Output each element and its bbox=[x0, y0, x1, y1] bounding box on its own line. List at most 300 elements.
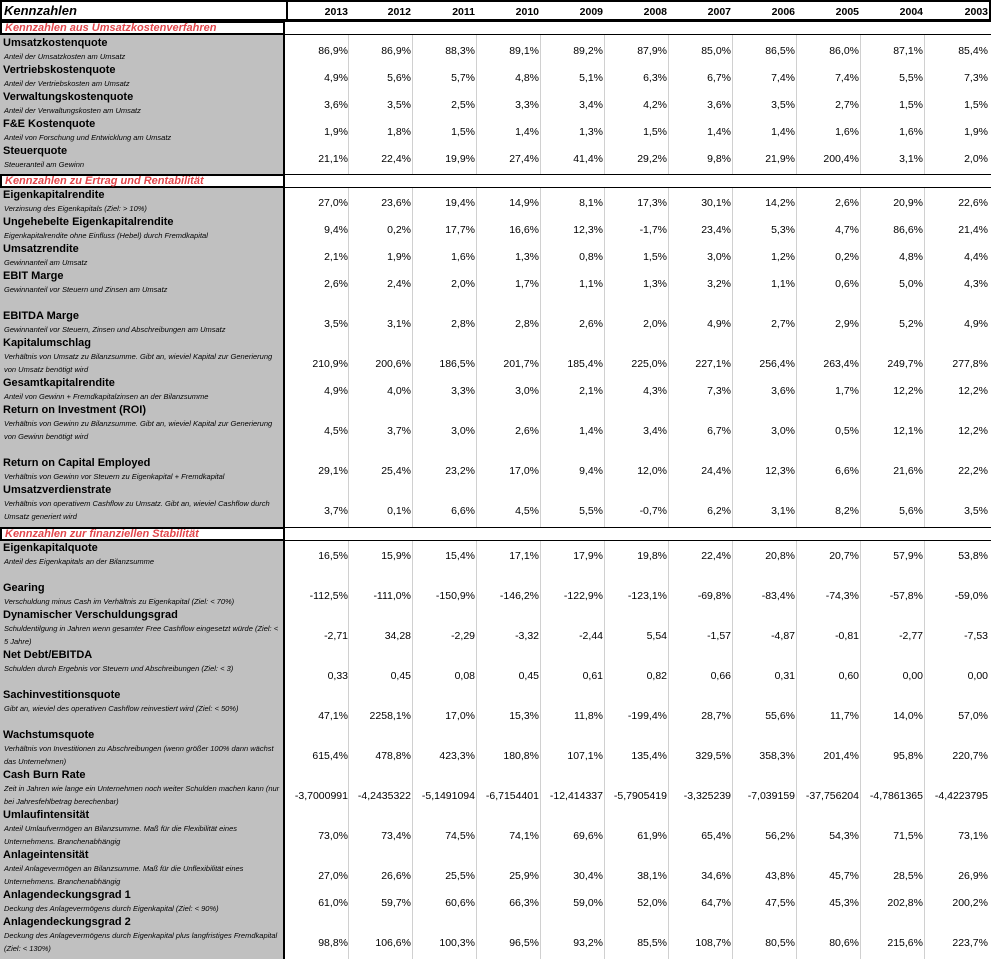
value-cell: 0,1% bbox=[387, 505, 411, 517]
value-cell: -111,0% bbox=[373, 590, 411, 602]
year-header: 2007 bbox=[707, 6, 731, 18]
value-cell: 14,0% bbox=[893, 710, 923, 722]
value-cell: 27,4% bbox=[509, 153, 539, 165]
value-cell: 0,5% bbox=[835, 425, 859, 437]
row-title: Anlagendeckungsgrad 2 bbox=[3, 916, 131, 928]
value-cell: 135,4% bbox=[631, 750, 667, 762]
table-row bbox=[0, 118, 991, 144]
value-cell: 11,7% bbox=[830, 710, 859, 722]
value-cell: -2,77 bbox=[899, 630, 923, 642]
table-row bbox=[0, 37, 991, 63]
value-cell: 0,00 bbox=[967, 670, 988, 682]
table-row bbox=[0, 64, 991, 90]
value-cell: 74,1% bbox=[509, 830, 539, 842]
row-title: Steuerquote bbox=[3, 145, 68, 157]
value-cell: 3,3% bbox=[451, 385, 475, 397]
row-description: Verhältnis von Umsatz zu Bilanzsumme. Gibt an, wieviel Kapital zur Generierung von Umsatz benötigt wird bbox=[4, 352, 273, 374]
value-cell: 1,3% bbox=[515, 251, 539, 263]
row-description: Deckung des Anlagevermögens durch Eigenkapital plus langfristiges Fremdkapital (Ziel: < 130%) bbox=[4, 931, 278, 953]
value-cell: 0,45 bbox=[390, 670, 411, 682]
year-header: 2004 bbox=[899, 6, 923, 18]
value-cell: -146,2% bbox=[499, 590, 539, 602]
value-cell: 60,6% bbox=[445, 897, 475, 909]
value-cell: 12,2% bbox=[893, 385, 923, 397]
row-title: F&E Kostenquote bbox=[3, 118, 96, 130]
value-cell: 14,2% bbox=[765, 197, 795, 209]
value-cell: -0,7% bbox=[639, 505, 667, 517]
value-cell: 1,1% bbox=[771, 278, 795, 290]
value-cell: 2,1% bbox=[324, 251, 348, 263]
value-cell: 7,4% bbox=[835, 72, 859, 84]
value-cell: 25,9% bbox=[509, 870, 539, 882]
value-cell: 98,8% bbox=[318, 937, 348, 949]
value-cell: -4,4223795 bbox=[934, 790, 988, 802]
value-cell: 0,08 bbox=[454, 670, 475, 682]
section-label: Kennzahlen zu Ertrag und Rentabilität bbox=[5, 175, 204, 187]
value-cell: 17,1% bbox=[509, 550, 539, 562]
value-cell: -3,325239 bbox=[683, 790, 731, 802]
value-cell: 3,5% bbox=[324, 318, 348, 330]
row-title: Vertriebskostenquote bbox=[3, 64, 116, 76]
year-header: 2009 bbox=[579, 6, 603, 18]
value-cell: 28,5% bbox=[893, 870, 923, 882]
value-cell: 55,6% bbox=[765, 710, 795, 722]
value-cell: 23,6% bbox=[381, 197, 411, 209]
value-cell: 1,3% bbox=[579, 126, 603, 138]
value-cell: 2,8% bbox=[515, 318, 539, 330]
sheet-title: Kennzahlen bbox=[4, 3, 77, 18]
table-row bbox=[0, 542, 991, 568]
value-cell: 1,6% bbox=[835, 126, 859, 138]
row-description: Steueranteil am Gewinn bbox=[4, 160, 85, 169]
row-description: Anteil Umlaufvermögen an Bilanzsumme. Maß für die Flexibilität eines Unternehmens. Branchenabhängig bbox=[4, 824, 238, 846]
value-cell: 19,8% bbox=[637, 550, 667, 562]
year-header: 2013 bbox=[324, 6, 348, 18]
value-cell: 28,7% bbox=[701, 710, 731, 722]
value-cell: 12,2% bbox=[958, 425, 988, 437]
year-header: 2005 bbox=[835, 6, 859, 18]
value-cell: 17,0% bbox=[445, 710, 475, 722]
value-cell: 615,4% bbox=[312, 750, 348, 762]
value-cell: -0,81 bbox=[835, 630, 859, 642]
value-cell: 87,1% bbox=[893, 45, 923, 57]
table-row bbox=[0, 243, 991, 269]
value-cell: 23,4% bbox=[701, 224, 731, 236]
value-cell: 5,7% bbox=[451, 72, 475, 84]
value-cell: 3,1% bbox=[899, 153, 923, 165]
table-row bbox=[0, 145, 991, 171]
value-cell: 12,0% bbox=[637, 465, 667, 477]
row-title: Return on Investment (ROI) bbox=[3, 404, 147, 416]
row-description: Anteil der Verwaltungskosten am Umsatz bbox=[4, 106, 141, 115]
value-cell: 52,0% bbox=[637, 897, 667, 909]
value-cell: 61,9% bbox=[637, 830, 667, 842]
value-cell: 5,0% bbox=[899, 278, 923, 290]
value-cell: 22,4% bbox=[701, 550, 731, 562]
value-cell: 26,9% bbox=[958, 870, 988, 882]
value-cell: 17,9% bbox=[573, 550, 603, 562]
value-cell: 86,9% bbox=[318, 45, 348, 57]
value-cell: 2,5% bbox=[451, 99, 475, 111]
row-title: EBIT Marge bbox=[3, 270, 64, 282]
value-cell: 3,7% bbox=[324, 505, 348, 517]
value-cell: -37,756204 bbox=[805, 790, 859, 802]
year-header: 2011 bbox=[452, 6, 475, 18]
value-cell: 15,3% bbox=[509, 710, 539, 722]
table-row bbox=[0, 337, 991, 377]
table-row bbox=[0, 889, 991, 915]
value-cell: 1,7% bbox=[515, 278, 539, 290]
value-cell: 59,0% bbox=[573, 897, 603, 909]
value-cell: 80,6% bbox=[829, 937, 859, 949]
value-cell: 38,1% bbox=[637, 870, 667, 882]
value-cell: 215,6% bbox=[887, 937, 923, 949]
value-cell: 4,8% bbox=[515, 72, 539, 84]
value-cell: 86,6% bbox=[893, 224, 923, 236]
value-cell: 5,2% bbox=[899, 318, 923, 330]
value-cell: 3,6% bbox=[707, 99, 731, 111]
value-cell: 8,2% bbox=[835, 505, 859, 517]
value-cell: 5,1% bbox=[579, 72, 603, 84]
value-cell: -1,57 bbox=[707, 630, 731, 642]
value-cell: 249,7% bbox=[887, 358, 923, 370]
value-cell: 1,9% bbox=[324, 126, 348, 138]
value-cell: 29,1% bbox=[318, 465, 348, 477]
value-cell: 3,0% bbox=[771, 425, 795, 437]
section-label: Kennzahlen aus Umsatzkostenverfahren bbox=[5, 22, 217, 34]
row-description: Anteil der Umsatzkosten am Umsatz bbox=[4, 52, 126, 61]
section-label-cell bbox=[0, 527, 285, 541]
value-cell: 20,9% bbox=[893, 197, 923, 209]
row-title: Wachstumsquote bbox=[3, 729, 95, 741]
value-cell: 2,4% bbox=[387, 278, 411, 290]
value-cell: -5,7905419 bbox=[613, 790, 667, 802]
value-cell: 85,0% bbox=[701, 45, 731, 57]
year-header: 2012 bbox=[387, 6, 411, 18]
row-title: EBITDA Marge bbox=[3, 310, 79, 322]
value-cell: 45,3% bbox=[829, 897, 859, 909]
value-cell: 21,1% bbox=[318, 153, 348, 165]
value-cell: 108,7% bbox=[695, 937, 731, 949]
value-cell: 2258,1% bbox=[369, 710, 411, 722]
value-cell: 1,6% bbox=[451, 251, 475, 263]
table-row bbox=[0, 377, 991, 403]
table-row bbox=[0, 689, 991, 729]
year-header: 2006 bbox=[771, 6, 795, 18]
value-cell: 56,2% bbox=[765, 830, 795, 842]
value-cell: 61,0% bbox=[318, 897, 348, 909]
value-cell: 22,2% bbox=[958, 465, 988, 477]
value-cell: 0,31 bbox=[774, 670, 795, 682]
value-cell: 0,66 bbox=[710, 670, 731, 682]
value-cell: 27,0% bbox=[318, 870, 348, 882]
value-cell: 22,4% bbox=[381, 153, 411, 165]
value-cell: 20,8% bbox=[765, 550, 795, 562]
value-cell: 4,3% bbox=[964, 278, 988, 290]
value-cell: 25,4% bbox=[381, 465, 411, 477]
row-description: Deckung des Anlagevermögens durch Eigenkapital (Ziel: < 90%) bbox=[4, 904, 219, 913]
row-title: Ungehebelte Eigenkapitalrendite bbox=[3, 216, 174, 228]
value-cell: 27,0% bbox=[318, 197, 348, 209]
row-title: Umsatzverdienstrate bbox=[3, 484, 112, 496]
row-title: Kapitalumschlag bbox=[3, 337, 92, 349]
value-cell: 358,3% bbox=[759, 750, 795, 762]
value-cell: 9,4% bbox=[579, 465, 603, 477]
table-row bbox=[0, 91, 991, 117]
row-title: Anlageintensität bbox=[3, 849, 89, 861]
value-cell: 30,4% bbox=[573, 870, 603, 882]
value-cell: 0,8% bbox=[579, 251, 603, 263]
value-cell: -4,87 bbox=[771, 630, 795, 642]
row-description: Zeit in Jahren wie lange ein Unternehmen noch weiter Schulden machen kann (nur bei Jahresfehlbetrag berechenbar) bbox=[4, 784, 280, 806]
year-header: 2008 bbox=[643, 6, 667, 18]
value-cell: 12,2% bbox=[958, 385, 988, 397]
row-title: Gesamtkapitalrendite bbox=[3, 377, 115, 389]
value-cell: 2,6% bbox=[579, 318, 603, 330]
value-cell: 20,7% bbox=[829, 550, 859, 562]
row-title: Eigenkapitalquote bbox=[3, 542, 98, 554]
value-cell: 5,5% bbox=[899, 72, 923, 84]
value-cell: 3,4% bbox=[643, 425, 667, 437]
value-cell: 0,2% bbox=[835, 251, 859, 263]
value-cell: 66,3% bbox=[509, 897, 539, 909]
value-cell: -69,8% bbox=[697, 590, 731, 602]
year-header: 2010 bbox=[515, 6, 539, 18]
value-cell: 1,5% bbox=[643, 126, 667, 138]
row-description: Verschuldung minus Cash im Verhältnis zu Eigenkapital (Ziel: < 70%) bbox=[4, 597, 235, 606]
table-row bbox=[0, 916, 991, 956]
row-description: Verhältnis von Gewinn zu Bilanzsumme. Gibt an, wieviel Kapital zur Generierung von Gewinn benötigt wird bbox=[4, 419, 273, 441]
value-cell: 80,5% bbox=[765, 937, 795, 949]
value-cell: 3,1% bbox=[387, 318, 411, 330]
value-cell: -2,29 bbox=[451, 630, 475, 642]
value-cell: 29,2% bbox=[637, 153, 667, 165]
value-cell: 478,8% bbox=[375, 750, 411, 762]
value-cell: 88,3% bbox=[445, 45, 475, 57]
value-cell: 2,9% bbox=[835, 318, 859, 330]
row-description: Anteil der Vertriebskosten am Umsatz bbox=[4, 79, 130, 88]
value-cell: 2,8% bbox=[451, 318, 475, 330]
row-description: Gewinnanteil am Umsatz bbox=[4, 258, 88, 267]
value-cell: 74,5% bbox=[445, 830, 475, 842]
value-cell: 65,4% bbox=[701, 830, 731, 842]
table-row bbox=[0, 649, 991, 689]
value-cell: 200,4% bbox=[823, 153, 859, 165]
value-cell: 210,9% bbox=[312, 358, 348, 370]
value-cell: 4,9% bbox=[324, 72, 348, 84]
value-cell: 1,4% bbox=[515, 126, 539, 138]
row-title: Verwaltungskostenquote bbox=[3, 91, 134, 103]
value-cell: 3,0% bbox=[707, 251, 731, 263]
section-label-cell bbox=[0, 174, 285, 188]
value-cell: -3,7000991 bbox=[294, 790, 348, 802]
value-cell: 200,6% bbox=[375, 358, 411, 370]
row-title: Cash Burn Rate bbox=[3, 769, 86, 781]
value-cell: 1,9% bbox=[964, 126, 988, 138]
value-cell: 1,1% bbox=[579, 278, 603, 290]
value-cell: 7,4% bbox=[771, 72, 795, 84]
row-title: Umlaufintensität bbox=[3, 809, 90, 821]
row-title: Gearing bbox=[3, 582, 45, 594]
value-cell: 2,1% bbox=[579, 385, 603, 397]
value-cell: 1,5% bbox=[451, 126, 475, 138]
value-cell: 0,60 bbox=[838, 670, 859, 682]
value-cell: 85,4% bbox=[958, 45, 988, 57]
value-cell: 7,3% bbox=[964, 72, 988, 84]
section-rule bbox=[285, 174, 991, 188]
section-header bbox=[0, 21, 991, 35]
value-cell: 47,5% bbox=[765, 897, 795, 909]
value-cell: 3,0% bbox=[451, 425, 475, 437]
value-cell: 4,9% bbox=[707, 318, 731, 330]
table-row bbox=[0, 189, 991, 215]
table-row bbox=[0, 729, 991, 769]
value-cell: 30,1% bbox=[701, 197, 731, 209]
value-cell: 45,7% bbox=[829, 870, 859, 882]
value-cell: 3,4% bbox=[579, 99, 603, 111]
value-cell: 2,0% bbox=[964, 153, 988, 165]
value-cell: 1,2% bbox=[771, 251, 795, 263]
value-cell: 95,8% bbox=[893, 750, 923, 762]
value-cell: -57,8% bbox=[889, 590, 923, 602]
value-cell: 1,8% bbox=[387, 126, 411, 138]
value-cell: 57,0% bbox=[958, 710, 988, 722]
value-cell: 227,1% bbox=[695, 358, 731, 370]
value-cell: 64,7% bbox=[701, 897, 731, 909]
value-cell: 3,1% bbox=[771, 505, 795, 517]
value-cell: 1,5% bbox=[964, 99, 988, 111]
table-row bbox=[0, 404, 991, 444]
value-cell: 19,4% bbox=[445, 197, 475, 209]
row-description: Verzinsung des Eigenkapitals (Ziel: > 10%) bbox=[4, 204, 147, 213]
value-cell: 223,7% bbox=[952, 937, 988, 949]
value-cell: 6,3% bbox=[643, 72, 667, 84]
row-description: Eigenkapitalrendite ohne Einfluss (Hebel) durch Fremdkapital bbox=[4, 231, 208, 240]
value-cell: 4,9% bbox=[964, 318, 988, 330]
value-cell: 225,0% bbox=[631, 358, 667, 370]
value-cell: 0,61 bbox=[582, 670, 603, 682]
value-cell: 4,9% bbox=[324, 385, 348, 397]
row-description: Anteil des Eigenkapitals an der Bilanzsumme bbox=[4, 557, 155, 566]
value-cell: 4,7% bbox=[835, 224, 859, 236]
value-cell: 5,6% bbox=[899, 505, 923, 517]
value-cell: 1,6% bbox=[899, 126, 923, 138]
value-cell: -12,414337 bbox=[549, 790, 603, 802]
value-cell: 26,6% bbox=[381, 870, 411, 882]
value-cell: -150,9% bbox=[435, 590, 475, 602]
value-cell: 89,2% bbox=[573, 45, 603, 57]
value-cell: 73,1% bbox=[958, 830, 988, 842]
value-cell: 47,1% bbox=[318, 710, 348, 722]
value-cell: 57,9% bbox=[893, 550, 923, 562]
value-cell: 17,7% bbox=[445, 224, 475, 236]
value-cell: 11,8% bbox=[574, 710, 603, 722]
value-cell: 86,9% bbox=[381, 45, 411, 57]
value-cell: 14,9% bbox=[509, 197, 539, 209]
row-description: Gewinnanteil vor Steuern, Zinsen und Abschreibungen am Umsatz bbox=[4, 325, 226, 334]
value-cell: 2,7% bbox=[771, 318, 795, 330]
value-cell: 202,8% bbox=[887, 897, 923, 909]
value-cell: 100,3% bbox=[439, 937, 475, 949]
row-description: Schuldentilgung in Jahren wenn gesamter Free Cashflow eingesetzt würde (Ziel: < 5 Jahre) bbox=[4, 624, 279, 646]
value-cell: 19,9% bbox=[445, 153, 475, 165]
value-cell: 3,6% bbox=[324, 99, 348, 111]
value-cell: 73,4% bbox=[381, 830, 411, 842]
row-description: Gewinnanteil vor Steuern und Zinsen am Umsatz bbox=[4, 285, 168, 294]
row-title: Eigenkapitalrendite bbox=[3, 189, 105, 201]
value-cell: 15,4% bbox=[445, 550, 475, 562]
value-cell: -2,71 bbox=[324, 630, 348, 642]
section-rule bbox=[285, 21, 991, 35]
value-cell: 4,4% bbox=[964, 251, 988, 263]
value-cell: 21,4% bbox=[958, 224, 988, 236]
value-cell: 1,4% bbox=[579, 425, 603, 437]
value-cell: -59,0% bbox=[954, 590, 988, 602]
table-row bbox=[0, 809, 991, 849]
value-cell: 89,1% bbox=[509, 45, 539, 57]
row-title: Sachinvestitionsquote bbox=[3, 689, 121, 701]
value-cell: 2,0% bbox=[643, 318, 667, 330]
value-cell: -7,039159 bbox=[747, 790, 795, 802]
value-cell: 3,5% bbox=[964, 505, 988, 517]
value-cell: 59,7% bbox=[381, 897, 411, 909]
value-cell: 220,7% bbox=[952, 750, 988, 762]
table-row bbox=[0, 609, 991, 649]
value-cell: 12,1% bbox=[893, 425, 923, 437]
value-cell: 24,4% bbox=[701, 465, 731, 477]
value-cell: 3,3% bbox=[515, 99, 539, 111]
value-cell: 0,45 bbox=[518, 670, 539, 682]
value-cell: 8,1% bbox=[579, 197, 603, 209]
value-cell: 1,9% bbox=[387, 251, 411, 263]
value-cell: 6,7% bbox=[707, 72, 731, 84]
row-title: Dynamischer Verschuldungsgrad bbox=[3, 609, 178, 621]
value-cell: 54,3% bbox=[829, 830, 859, 842]
value-cell: -7,53 bbox=[964, 630, 988, 642]
value-cell: 329,5% bbox=[695, 750, 731, 762]
table-row bbox=[0, 769, 991, 809]
value-cell: -1,7% bbox=[639, 224, 667, 236]
value-cell: 86,5% bbox=[765, 45, 795, 57]
value-cell: 1,4% bbox=[707, 126, 731, 138]
value-cell: 12,3% bbox=[765, 465, 795, 477]
value-cell: 53,8% bbox=[958, 550, 988, 562]
value-cell: 4,0% bbox=[387, 385, 411, 397]
value-cell: -6,7154401 bbox=[485, 790, 539, 802]
value-cell: -122,9% bbox=[563, 590, 603, 602]
value-cell: 3,2% bbox=[707, 278, 731, 290]
value-cell: 1,5% bbox=[899, 99, 923, 111]
value-cell: 34,28 bbox=[384, 630, 411, 642]
value-cell: 93,2% bbox=[573, 937, 603, 949]
value-cell: 21,6% bbox=[893, 465, 923, 477]
value-cell: 2,6% bbox=[515, 425, 539, 437]
value-cell: 200,2% bbox=[952, 897, 988, 909]
table-row bbox=[0, 457, 991, 483]
value-cell: 25,5% bbox=[445, 870, 475, 882]
value-cell: 2,6% bbox=[324, 278, 348, 290]
row-description: Verhältnis von operativem Cashflow zu Umsatz. Gibt an, wieviel Cashflow durch Umsatz generiert wird bbox=[4, 499, 270, 521]
value-cell: 2,6% bbox=[835, 197, 859, 209]
table-row bbox=[0, 582, 991, 608]
year-header: 2003 bbox=[964, 6, 988, 18]
section-header bbox=[0, 527, 991, 541]
value-cell: 1,4% bbox=[771, 126, 795, 138]
value-cell: 3,5% bbox=[771, 99, 795, 111]
value-cell: 9,8% bbox=[707, 153, 731, 165]
section-rule bbox=[285, 527, 991, 541]
value-cell: 5,3% bbox=[771, 224, 795, 236]
